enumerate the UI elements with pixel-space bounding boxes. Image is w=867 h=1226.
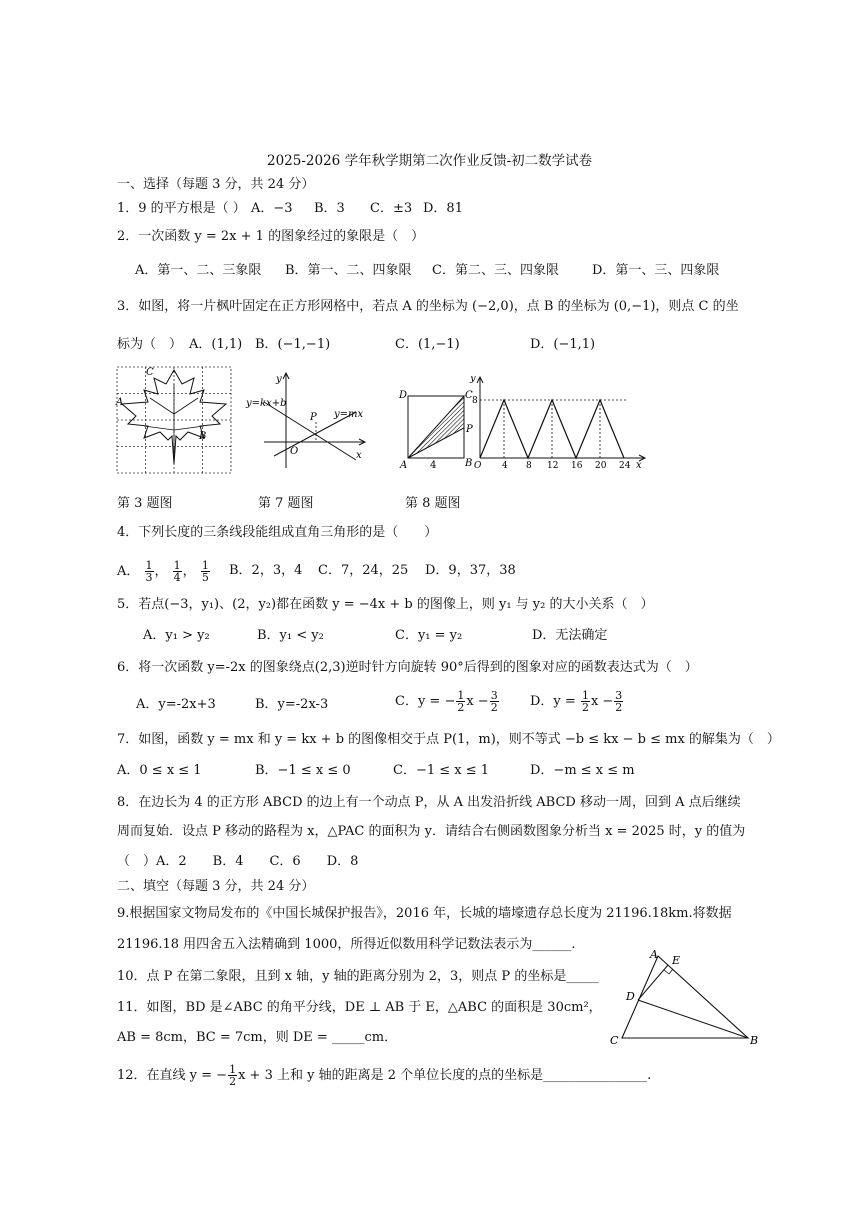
q1-option-d: D．81 [423,201,463,216]
fig8-graph-x-tick: 12 [547,461,559,470]
q4-option-b: B．2，3，4 [229,563,303,578]
q1-option-b: B．3 [314,201,345,216]
fraction: $\frac{3}{2}$ [490,689,498,714]
q7-option-b: B．−1 ≤ x ≤ 0 [255,763,351,778]
fig8-graph-y-label: y [470,376,476,384]
q1-option-c: C．±3 [370,201,413,216]
fraction: $\frac{1}{3}$ [145,559,153,584]
q8-options: （ ）A．2 B．4 C．6 D．8 [117,854,359,869]
fig8-graph-origin: O [474,461,482,470]
q2-option-c: C．第二、三、四象限 [432,263,559,278]
q3-option-d: D．(−1,1) [530,337,596,352]
fig8-label-d: D [399,390,408,401]
fig8-graph-x-tick: 16 [571,461,583,470]
fig7-label-line2: y=mx [334,409,364,420]
q12-text: 12．在直线 y = − $\frac{1}{2}$ x + 3 上和 y 轴的距离是 2 个单位长度的点的坐标是________________. [117,1063,652,1088]
fig11-label-d: D [626,990,635,1003]
fig7-label-line1: y=kx+b [246,398,287,409]
fig7-label-p: P [310,412,317,423]
fraction: $\frac{1}{5}$ [201,559,209,584]
fig3-label-a: A [116,397,124,408]
q9-line1: 9.根据国家文物局发布的《中国长城保护报告》，2016 年，长城的墙壕遗存总长度为 21196.18km.将数据 [117,906,732,921]
q2-option-a: A．第一、二、三象限 [135,263,262,278]
fraction: $\frac{1}{4}$ [173,559,181,584]
q11-line1: 11．如图，BD 是∠ABC 的角平分线，DE ⊥ AB 于 E，△ABC 的面积是 30cm²， [117,1000,602,1015]
q5-option-d: D．无法确定 [532,628,608,643]
q6-option-a: A．y=-2x+3 [136,697,216,712]
q6-option-c: C．y = − $\frac{1}{2}$ x − $\frac{3}{2}$ [395,689,498,714]
fig8-label-c: C [465,390,473,401]
fig3-label-b: B [199,431,207,442]
q7-stem: 7．如图，函数 y = mx 和 y = kx + b 的图像相交于点 P(1，m)，则不等式 −b ≤ kx − b ≤ mx 的解集为（ ） [117,732,780,747]
q7-option-a: A．0 ≤ x ≤ 1 [117,763,202,778]
q5-option-b: B．y₁ < y₂ [257,628,324,643]
fig7-label-x: x [356,450,362,461]
fig3-caption: 第 3 题图 [117,496,173,511]
q3-option-c: C．(1,−1) [395,337,460,352]
q5-option-a: A．y₁ > y₂ [143,628,210,643]
fig8-square-and-graph [396,376,654,470]
q1-stem: 1．9 的平方根是（ ） [117,201,246,216]
q10-text: 10．点 P 在第二象限，且到 x 轴，y 轴的距离分别为 2，3，则点 P 的坐标是_____ [117,969,599,984]
q5-option-c: C．y₁ = y₂ [395,628,463,643]
q2-stem: 2．一次函数 y = 2x + 1 的图象经过的象限是（ ） [117,229,425,244]
q7-option-c: C．−1 ≤ x ≤ 1 [393,763,490,778]
fraction: $\frac{1}{2}$ [229,1063,237,1088]
q2-option-b: B．第一、二、四象限 [285,263,412,278]
q6-option-b: B．y=-2x-3 [255,697,329,712]
fig8-side-length: 4 [430,460,437,470]
q11-line2: AB = 8cm，BC = 7cm，则 DE = _____cm． [117,1030,398,1045]
fig11-label-b: B [750,1034,759,1047]
q8-stem-line2: 周而复始．设点 P 移动的路程为 x，△PAC 的面积为 y．请结合右侧函数图象分析当 x = 2025 时，y 的值为 [117,824,746,839]
fig11-label-e: E [672,954,681,967]
q4-option-d: D．9，37，38 [425,563,516,578]
q3-option-b: B．(−1,−1) [255,337,331,352]
fig8-label-p: P [466,424,473,435]
q6-stem: 6．将一次函数 y=-2x 的图象绕点(2,3)逆时针方向旋转 90°后得到的图象对应的函数表达式为（ ） [117,660,698,675]
fig8-graph-y-tick: 8 [472,396,478,406]
fig3-label-c: C [146,367,154,378]
fraction: $\frac{1}{2}$ [457,689,465,714]
fig11-triangle [606,948,764,1048]
fraction: $\frac{1}{2}$ [581,689,589,714]
fig7-label-y: y [276,374,282,385]
q3-stem: 3．如图，将一片枫叶固定在正方形网格中，若点 A 的坐标为 (−2,0)，点 B 的坐标为 (0,−1)，则点 C 的坐 [117,299,739,314]
q6-option-d: D．y = $\frac{1}{2}$ x − $\frac{3}{2}$ [530,689,623,714]
section-fill-header: 二、填空（每题 3 分，共 24 分） [117,879,315,894]
fig8-graph-x-tick: 8 [526,461,532,470]
fig11-label-c: C [610,1034,619,1047]
fig8-graph-x-label: x [636,460,642,470]
fig8-caption: 第 8 题图 [405,496,461,511]
q7-option-d: D．−m ≤ x ≤ m [530,763,635,778]
q9-line2: 21196.18 用四舍五入法精确到 1000，所得近似数用科学记数法表示为______. [117,937,576,952]
q4-stem: 4．下列长度的三条线段能组成直角三角形的是（ ） [117,525,438,540]
q4-option-c: C．7，24，25 [318,563,409,578]
fig8-label-b: B [465,458,473,469]
q5-stem: 5．若点(−3，y₁)、(2，y₂)都在函数 y = −4x + b 的图像上，则 y₁ 与 y₂ 的大小关系（ ） [117,597,654,612]
fig11-label-a: A [650,948,658,961]
fig8-graph-x-tick: 4 [502,461,508,470]
fraction: $\frac{3}{2}$ [615,689,623,714]
fig8-label-a: A [400,460,408,470]
fig7-label-o: O [290,446,299,457]
q3-stem-cont: 标为（ ） [117,337,183,352]
section-choice-header: 一、选择（每题 3 分，共 24 分） [117,177,315,192]
q1-option-a: A．−3 [251,201,293,216]
fig7-intersecting-lines [244,370,372,470]
fig3-maple-leaf-grid [114,364,236,478]
fig7-caption: 第 7 题图 [258,496,314,511]
q3-option-a: A．(1,1) [189,337,243,352]
q2-option-d: D．第一、三、四象限 [592,263,720,278]
fig8-graph-x-tick: 24 [619,461,631,470]
q4-option-a-letter: A． [117,564,140,579]
q8-stem-line1: 8．在边长为 4 的正方形 ABCD 的边上有一个动点 P，从 A 出发沿折线 ABCD 移动一周，回到 A 点后继续 [117,795,741,810]
exam-title: 2025-2026 学年秋学期第二次作业反馈-初二数学试卷 [267,153,593,169]
fig8-graph-x-tick: 20 [595,461,607,470]
q4-option-a: A． $\frac{1}{3}$ ， $\frac{1}{4}$ ， $\frac{1}{5}$ [117,559,209,584]
